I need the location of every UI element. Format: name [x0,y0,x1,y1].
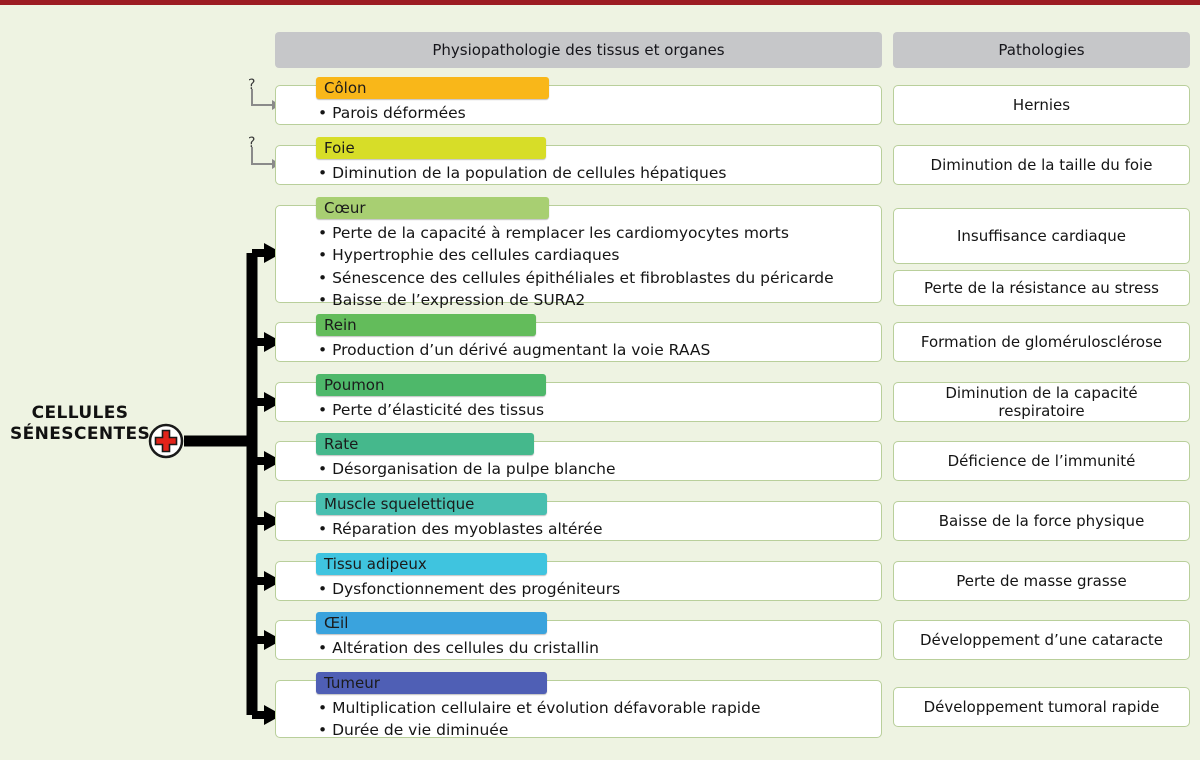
organ-finding: • Sénescence des cellules épithéliales et fibroblastes du péricarde [318,267,869,289]
pathology-box [893,441,1190,481]
organ-block [275,435,882,481]
organ-title: Poumon [316,374,546,396]
organ-title: Tumeur [316,672,547,694]
organ-findings-list [276,578,881,600]
pathology-label: Insuffisance cardiaque [957,227,1126,245]
organ-finding: • Désorganisation de la pulpe blanche [318,458,869,480]
column-header-pathologies [893,32,1190,68]
organ-block [275,376,882,422]
pathology-label: Diminution de la capacité respiratoire [945,384,1138,420]
pathology-label: Perte de la résistance au stress [924,279,1159,297]
organ-findings-list [276,458,881,480]
organ-finding: • Altération des cellules du cristallin [318,637,869,659]
organ-title: Muscle squelettique [316,493,547,515]
page-title [10,403,150,446]
organ-finding: • Perte de la capacité à remplacer les cardiomyocytes morts [318,222,869,244]
left-label-line2: SÉNESCENTES [10,424,151,445]
left-label-line1: CELLULES [31,403,129,423]
pathology-label: Développement d’une cataracte [919,631,1164,649]
uncertainty-question-mark: ? [248,135,256,151]
pathology-box [893,620,1190,660]
organ-finding: • Réparation des myoblastes altérée [318,518,869,540]
organ-findings-list [276,637,881,659]
pathology-box [893,687,1190,727]
pathology-label: Baisse de la force physique [938,512,1145,530]
organ-findings-list [276,697,881,742]
organ-finding: • Diminution de la population de cellules hépatiques [318,162,869,184]
organ-title: Côlon [316,77,549,99]
organ-findings-list [276,222,881,311]
header-patho-label: Pathologies [998,41,1085,59]
organ-finding: • Durée de vie diminuée [318,719,869,741]
organ-title: Tissu adipeux [316,553,547,575]
organ-findings-list [276,518,881,540]
plus-in-circle-icon [148,423,184,459]
organ-finding: • Hypertrophie des cellules cardiaques [318,244,869,266]
organ-block [275,555,882,601]
organ-block [275,674,882,740]
column-header-physiopathology [275,32,882,68]
organ-finding: • Baisse de l’expression de SURA2 [318,289,869,311]
pathology-label: Développement tumoral rapide [923,698,1160,716]
organ-findings-list [276,102,881,124]
pathology-box [893,145,1190,185]
pathology-box [893,382,1190,422]
organ-findings-list [276,399,881,421]
organ-findings-list [276,339,881,361]
pathology-box [893,322,1190,362]
organ-title: Foie [316,137,546,159]
pathology-label: Hernies [1012,96,1071,114]
organ-block [275,199,882,309]
organ-finding: • Multiplication cellulaire et évolution défavorable rapide [318,697,869,719]
pathology-label: Déficience de l’immunité [947,452,1136,470]
organ-block [275,495,882,541]
organ-finding: • Dysfonctionnement des progéniteurs [318,578,869,600]
organ-block [275,79,882,125]
organ-title: Œil [316,612,547,634]
pathology-box [893,501,1190,541]
organ-findings-list [276,162,881,184]
pathology-box [893,270,1190,306]
organ-title: Rate [316,433,534,455]
pathology-box [893,85,1190,125]
pathology-label: Perte de masse grasse [956,572,1127,590]
pathology-label: Formation de glomérulosclérose [920,333,1163,351]
organ-finding: • Production d’un dérivé augmentant la voie RAAS [318,339,869,361]
organ-title: Cœur [316,197,549,219]
organ-finding: • Perte d’élasticité des tissus [318,399,869,421]
header-physio-label: Physiopathologie des tissus et organes [432,41,725,59]
pathology-box [893,208,1190,264]
organ-finding: • Parois déformées [318,102,869,124]
organ-block [275,139,882,185]
organ-block [275,614,882,660]
organ-title: Rein [316,314,536,336]
pathology-box [893,561,1190,601]
pathology-label: Diminution de la taille du foie [930,156,1153,174]
organ-block [275,316,882,362]
uncertainty-question-mark: ? [248,77,256,93]
